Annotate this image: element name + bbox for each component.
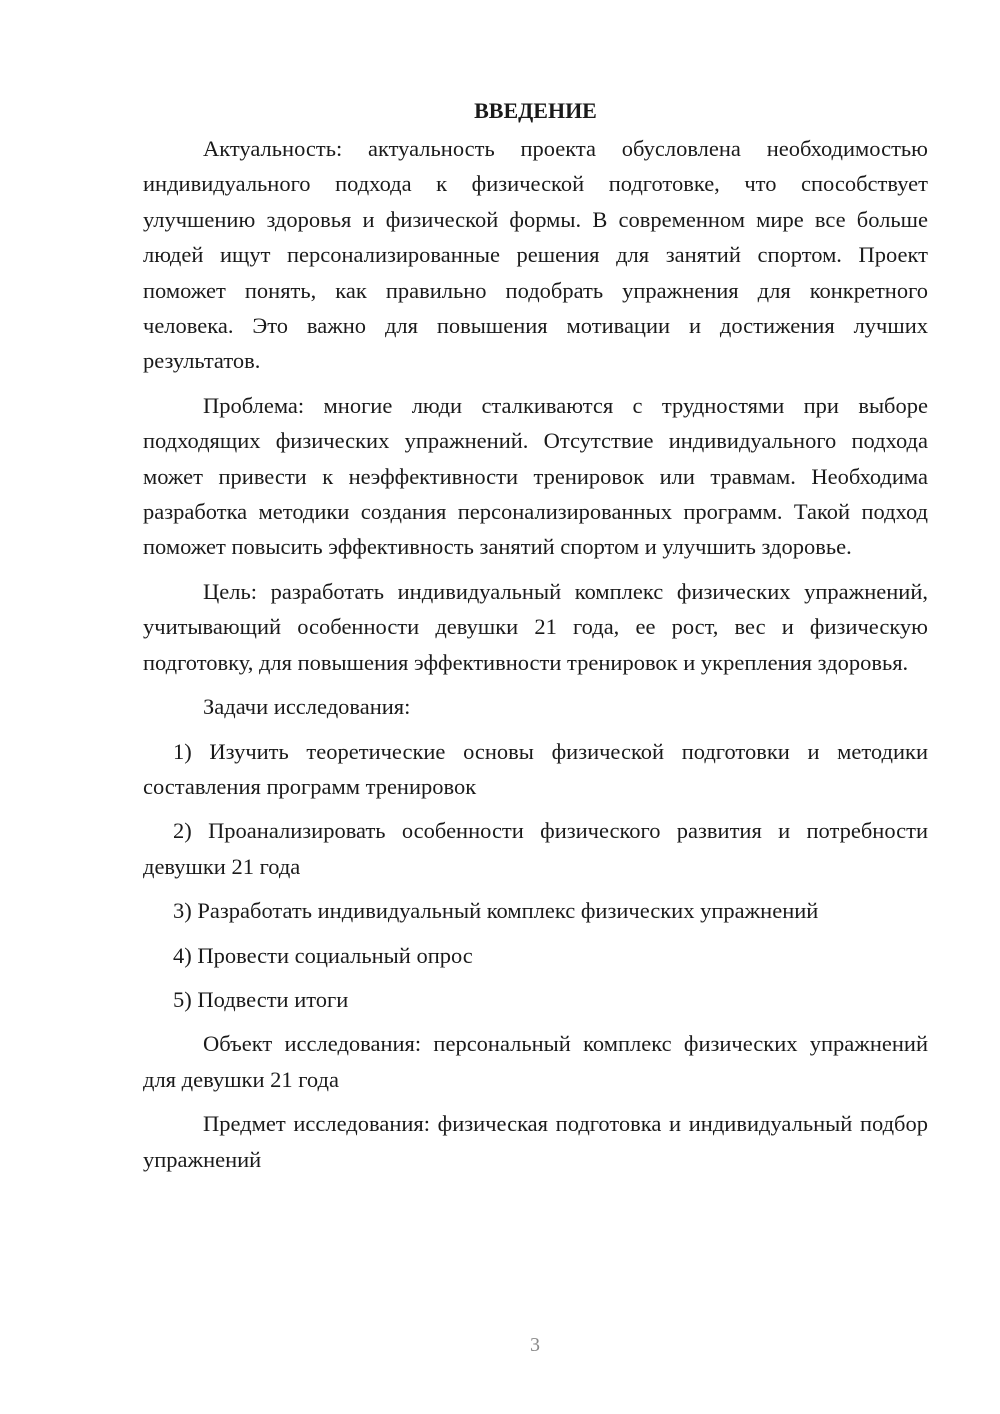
paragraph-object: Объект исследования: персональный комплекс физических упражнений для девушки 21 года <box>143 1031 928 1092</box>
task-item: 3) Разработать индивидуальный комплекс физических упражнений <box>173 898 819 924</box>
task-item: 1) Изучить теоретические основы физической подготовки и методики составления программ тренировок <box>143 738 928 799</box>
task-item: 4) Провести социальный опрос <box>173 942 473 968</box>
paragraph-goal: Цель: разработать индивидуальный комплекс физических упражнений, учитывающий особенности девушки 21 года, ее рост, вес и физическую подготовку, для повышения эффективности тренировок и укрепления здоровья. <box>143 578 928 675</box>
task-item: 5) Подвести итоги <box>173 986 349 1012</box>
tasks-label: Задачи исследования: <box>203 694 411 720</box>
page-content <box>143 93 928 1186</box>
section-heading: ВВЕДЕНИЕ <box>474 98 597 123</box>
task-item: 2) Проанализировать особенности физического развития и потребности девушки 21 года <box>143 818 928 879</box>
paragraph-problem: Проблема: многие люди сталкиваются с трудностями при выборе подходящих физических упражнений. Отсутствие индивидуального подхода может привести к неэффективности тренировок или травмам. Необходима разработка методики создания персонализированных программ. Такой подход поможет повысить эффективность занятий спортом и улучшить здоровье. <box>143 392 928 560</box>
page-number: 3 <box>530 1334 540 1356</box>
paragraph-subject: Предмет исследования: физическая подготовка и индивидуальный подбор упражнений <box>143 1111 928 1172</box>
paragraph-relevance: Актуальность: актуальность проекта обусловлена необходимостью индивидуального подхода к физической подготовке, что способствует улучшению здоровья и физической формы. В современном мире все больше людей ищут персонализированные решения для занятий спортом. Проект поможет понять, как правильно подобрать упражнения для конкретного человека. Это важно для повышения мотивации и достижения лучших результатов. <box>143 136 928 374</box>
